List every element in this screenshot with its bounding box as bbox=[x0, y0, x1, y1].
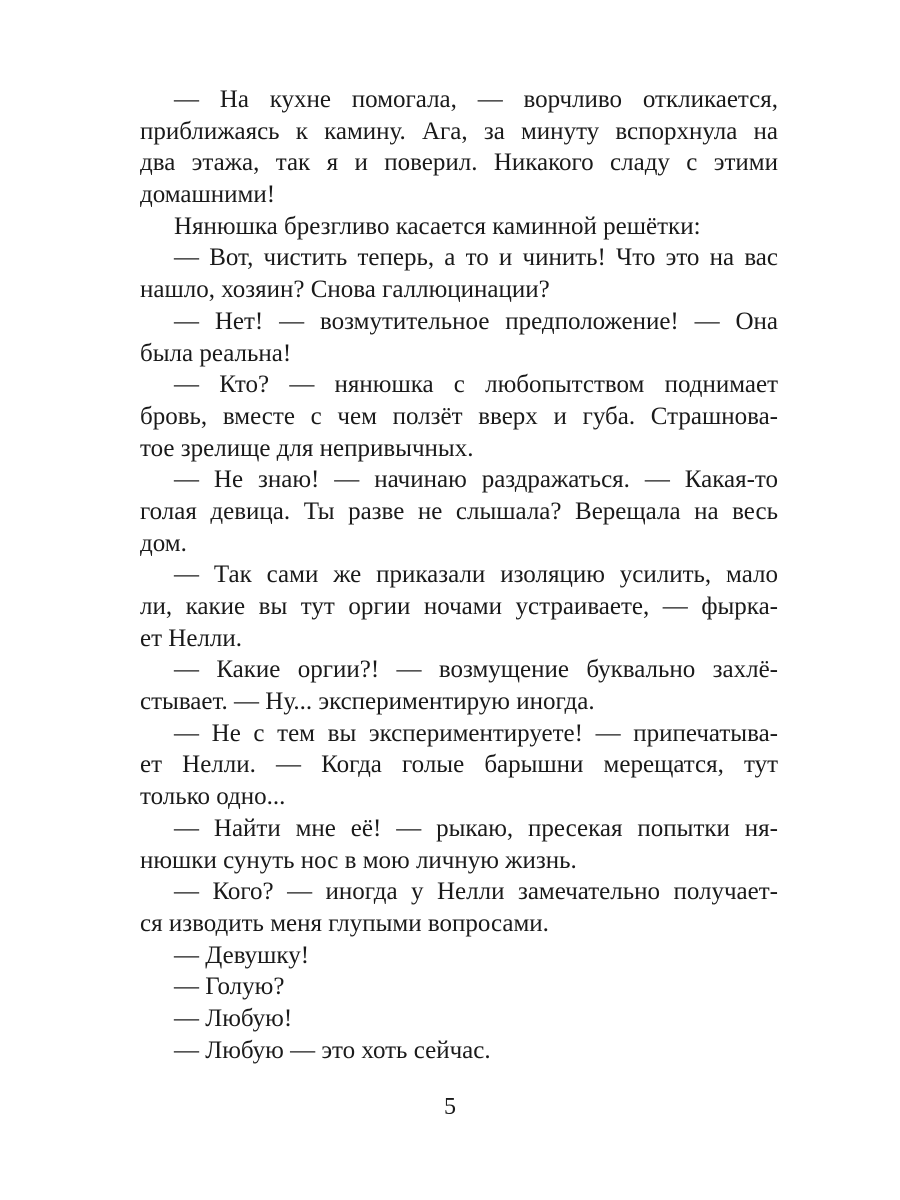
book-text bbox=[140, 84, 778, 1066]
text-line: — Вот, чистить теперь, а то и чинить! Что это на вас bbox=[174, 244, 778, 272]
text-line: Нянюшка брезгливо касается каминной решётки: bbox=[174, 212, 701, 240]
paragraph bbox=[140, 559, 778, 654]
paragraph bbox=[140, 971, 778, 1003]
paragraph bbox=[140, 940, 778, 972]
text-line: была реальна! bbox=[140, 339, 292, 367]
text-line: только одно... bbox=[140, 783, 286, 811]
text-line: нашло, хозяин? Снова галлюцинации? bbox=[140, 276, 550, 304]
text-line: — Любую — это хоть сейчас. bbox=[174, 1036, 491, 1064]
paragraph bbox=[140, 813, 778, 876]
text-line: ся изводить меня глупыми вопросами. bbox=[140, 909, 549, 937]
text-line: ет Нелли. — Когда голые барышни мерещатся, тут bbox=[140, 751, 778, 779]
text-line: два этажа, так я и поверил. Никакого сладу с этими bbox=[140, 149, 778, 177]
text-line: приближаясь к камину. Ага, за минуту вспорхнула на bbox=[140, 117, 778, 145]
paragraph bbox=[140, 211, 778, 243]
page-number: 5 bbox=[444, 1094, 456, 1120]
text-line: стывает. — Ну... экспериментирую иногда. bbox=[140, 688, 595, 716]
text-line: домашними! bbox=[140, 181, 276, 209]
text-line: ли, какие вы тут оргии ночами устраиваете, — фырка- bbox=[140, 593, 778, 620]
text-line: дом. bbox=[140, 529, 187, 557]
paragraph bbox=[140, 1035, 778, 1067]
paragraph bbox=[140, 369, 778, 464]
text-line: — Нет! — возмутительное предположение! — Она bbox=[174, 307, 778, 335]
paragraph bbox=[140, 654, 778, 717]
text-line: — Не знаю! — начинаю раздражаться. — Какая-то bbox=[174, 466, 778, 494]
text-line: голая девица. Ты разве не слышала? Верещала на весь bbox=[140, 497, 778, 525]
text-line: — Так сами же приказали изоляцию усилить, мало bbox=[174, 561, 778, 589]
paragraph bbox=[140, 1003, 778, 1035]
text-line: — Не с тем вы экспериментируете! — припечатыва- bbox=[174, 719, 778, 747]
text-line: нюшки сунуть нос в мою личную жизнь. bbox=[140, 846, 577, 874]
paragraph bbox=[140, 306, 778, 369]
text-line: — Кого? — иногда у Нелли замечательно получает- bbox=[174, 878, 778, 906]
text-line: — На кухне помогала, — ворчливо откликается, bbox=[174, 86, 778, 113]
paragraph bbox=[140, 718, 778, 813]
text-line: ет Нелли. bbox=[140, 624, 243, 652]
text-line: бровь, вместе с чем ползёт вверх и губа. Страшнова- bbox=[140, 402, 778, 430]
text-line: — Кто? — нянюшка с любопытством поднимает bbox=[174, 371, 778, 399]
paragraph bbox=[140, 242, 778, 305]
paragraph bbox=[140, 876, 778, 939]
text-line: тое зрелище для непривычных. bbox=[140, 434, 474, 462]
text-line: — Девушку! bbox=[174, 941, 310, 969]
text-line: — Какие оргии?! — возмущение буквально захлё- bbox=[174, 656, 778, 684]
text-line: — Любую! bbox=[174, 1004, 293, 1032]
text-line: — Голую? bbox=[174, 973, 285, 1001]
paragraph bbox=[140, 464, 778, 559]
text-line: — Найти мне её! — рыкаю, пресекая попытки ня- bbox=[174, 814, 778, 842]
paragraph bbox=[140, 84, 778, 211]
